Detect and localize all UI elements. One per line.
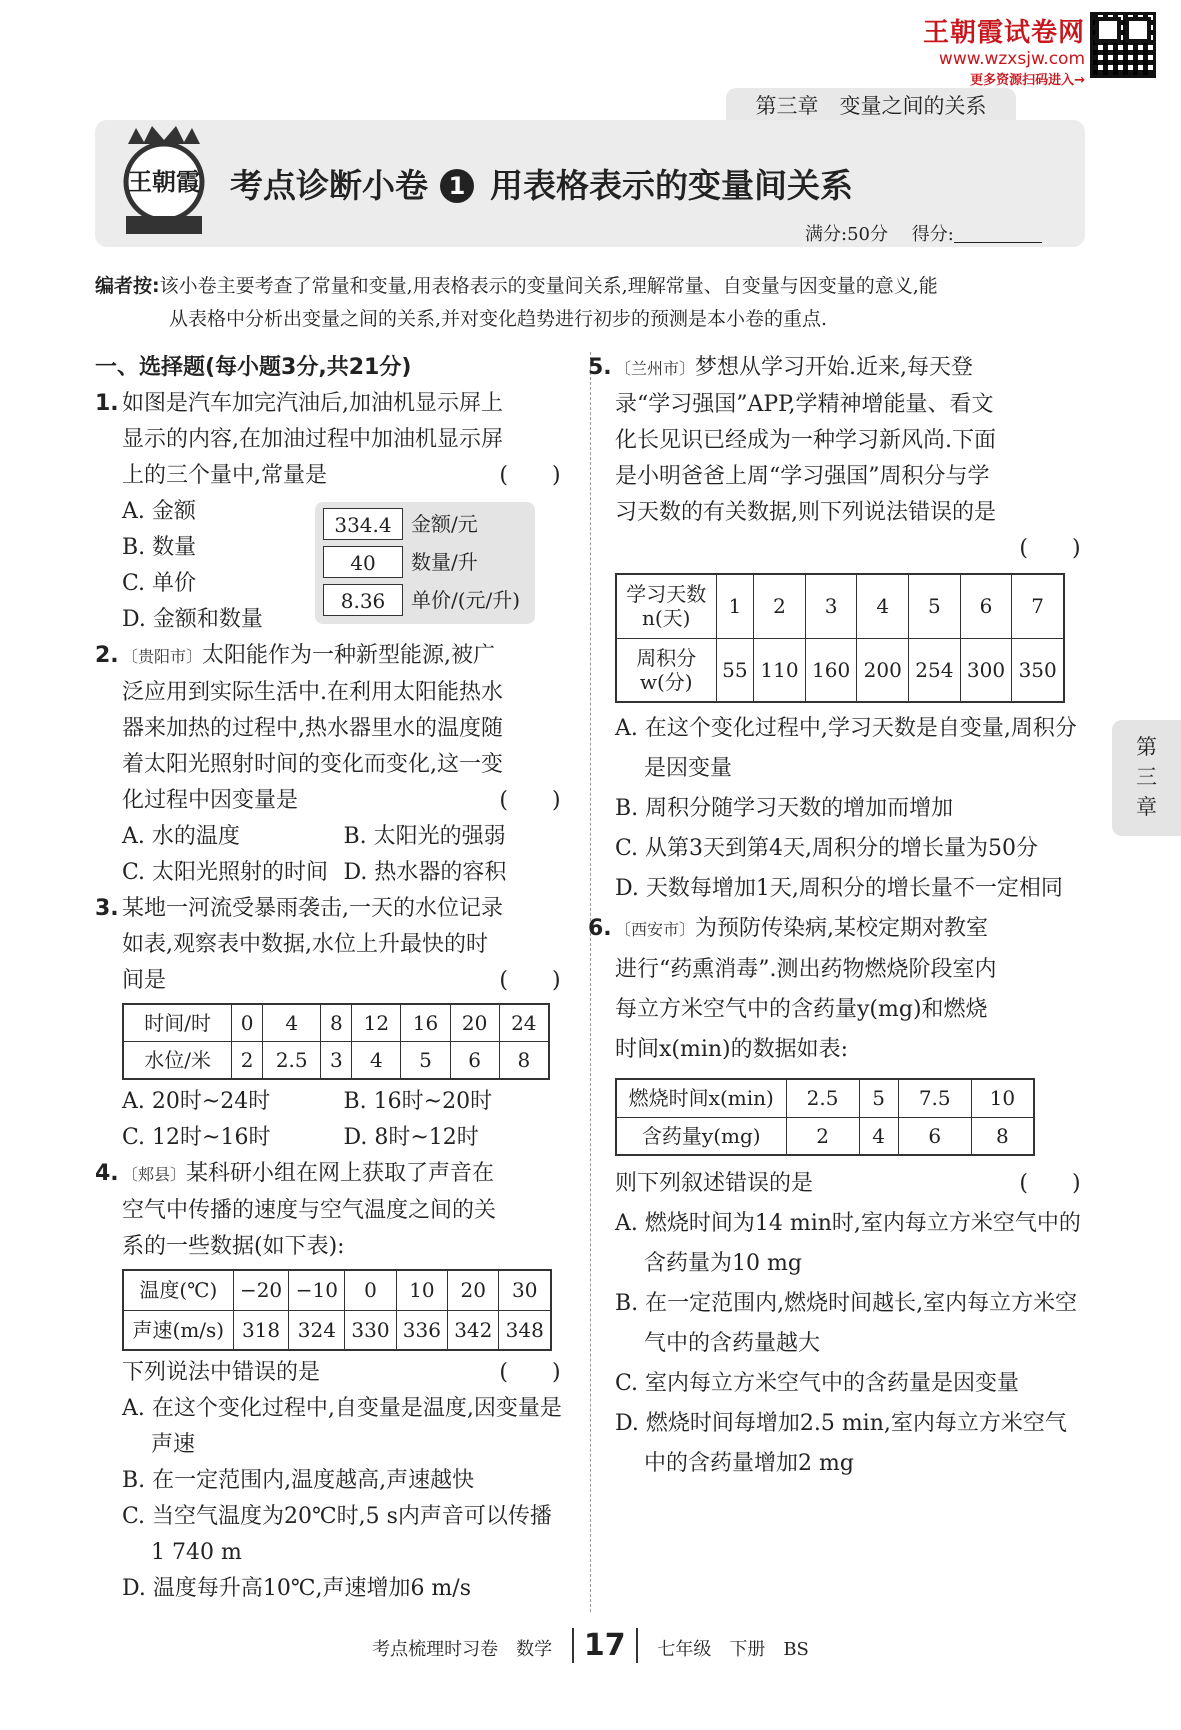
option[interactable]: A. 在这个变化过程中,自变量是温度,因变量是声速 bbox=[122, 1396, 562, 1457]
display-label: 金额/元 bbox=[411, 512, 478, 536]
question-number: 4. bbox=[95, 1161, 119, 1186]
question-6 bbox=[588, 909, 1085, 1070]
brand-tagline: 更多资源扫码进入→ bbox=[970, 73, 1085, 88]
question-text: 进行“药熏消毒”.测出药物燃烧阶段室内 bbox=[615, 957, 997, 982]
table-cell: 温度(℃) bbox=[123, 1270, 233, 1310]
answer-parens[interactable] bbox=[495, 783, 565, 819]
question-source: 〔兰州市〕 bbox=[615, 359, 696, 378]
option[interactable]: C. 室内每立方米空气中的含药量是因变量 bbox=[615, 1371, 1020, 1396]
question-text: 是小明爸爸上周“学习强国”周积分与学 bbox=[615, 464, 990, 489]
question-number: 1. bbox=[95, 391, 119, 416]
question-text: 显示的内容,在加油过程中加油机显示屏 bbox=[122, 427, 503, 452]
question-text: 每立方米空气中的含药量y(mg)和燃烧 bbox=[615, 997, 988, 1022]
editor-note-line1: 该小卷主要考查了常量和变量,用表格表示的变量间关系,理解常量、自变量与因变量的意义,能 bbox=[159, 275, 938, 297]
question-number: 2. bbox=[95, 643, 119, 668]
table-cell: 水位/米 bbox=[123, 1042, 232, 1080]
option[interactable]: C. 当空气温度为20℃时,5 s内声音可以传播1 740 m bbox=[122, 1504, 552, 1565]
question-2 bbox=[95, 638, 565, 819]
side-tab-char: 第 bbox=[1136, 735, 1157, 759]
question-text: 某地一河流受暴雨袭击,一天的水位记录 bbox=[122, 896, 503, 921]
question-text: 泛应用到实际生活中.在利用太阳能热水 bbox=[122, 680, 503, 705]
footer-right: 七年级 下册 BS bbox=[657, 1639, 809, 1660]
option[interactable]: D. 热水器的容积 bbox=[343, 860, 507, 885]
question-text: 化长见识已经成为一种学习新风尚.下面 bbox=[615, 428, 996, 453]
question-text: 〔郏县〕某科研小组在网上获取了声音在 bbox=[122, 1161, 495, 1186]
option[interactable]: A. 20时~24时 bbox=[122, 1089, 271, 1114]
answer-parens[interactable] bbox=[495, 963, 565, 999]
chapter-tab: 第三章 变量之间的关系 bbox=[726, 88, 1016, 124]
editor-note-label: 编者按: bbox=[95, 275, 160, 297]
question-number: 3. bbox=[95, 896, 119, 921]
display-label: 数量/升 bbox=[411, 550, 478, 574]
option[interactable]: C. 从第3天到第4天,周积分的增长量为50分 bbox=[615, 836, 1039, 861]
question-text: 如表,观察表中数据,水位上升最快的时 bbox=[122, 932, 488, 957]
question-text: 系的一些数据(如下表): bbox=[122, 1234, 345, 1259]
table-cell: 学习天数n(天) bbox=[616, 574, 716, 638]
brand-block bbox=[923, 12, 1085, 88]
question-stem: 下列说法中错误的是 ( ) bbox=[95, 1355, 565, 1391]
table-cell: 周积分w(分) bbox=[616, 638, 716, 702]
question-5 bbox=[588, 350, 1085, 567]
option[interactable]: C. 单价 bbox=[122, 571, 197, 596]
option[interactable]: B. 周积分随学习天数的增加而增加 bbox=[615, 796, 954, 821]
question-4 bbox=[95, 1156, 565, 1265]
option[interactable]: A. 燃烧时间为14 min时,室内每立方米空气中的含药量为10 mg bbox=[615, 1211, 1081, 1276]
side-chapter-tab bbox=[1112, 720, 1181, 836]
display-value: 334.4 bbox=[323, 508, 403, 540]
display-value: 8.36 bbox=[323, 584, 403, 616]
option[interactable]: A. 水的温度 bbox=[122, 824, 240, 849]
title-prefix: 考点诊断小卷 bbox=[230, 166, 428, 205]
question-text: 录“学习强国”APP,学精神增能量、看文 bbox=[615, 392, 994, 417]
study-points-table: 学习天数n(天) 1 2 3 4 5 6 7 周积分w(分) 55 110 160 200 254 300 350 bbox=[615, 573, 1065, 703]
sound-speed-table: 温度(℃) −20 −10 0 10 20 30 声速(m/s) 318 324 330 336 342 348 bbox=[122, 1269, 552, 1351]
table-cell: 声速(m/s) bbox=[123, 1310, 233, 1350]
option[interactable]: B. 太阳光的强弱 bbox=[343, 824, 506, 849]
question-text: 时间x(min)的数据如表: bbox=[615, 1037, 849, 1062]
question-text: 化过程中因变量是 ( ) bbox=[122, 783, 565, 819]
title-number-badge: 1 bbox=[440, 169, 474, 203]
question-source: 〔贵阳市〕 bbox=[122, 647, 203, 666]
logo-icon bbox=[118, 124, 210, 244]
drug-content-table: 燃烧时间x(min) 2.5 5 7.5 10 含药量y(mg) 2 4 6 8 bbox=[615, 1078, 1035, 1156]
option[interactable]: A. 金额 bbox=[122, 499, 196, 524]
question-3 bbox=[95, 891, 565, 999]
section-heading: 一、选择题(每小题3分,共21分) bbox=[95, 355, 412, 380]
page-title bbox=[230, 160, 853, 207]
question-text: 上的三个量中,常量是 ( ) bbox=[122, 458, 565, 494]
display-label: 单价/(元/升) bbox=[411, 588, 521, 612]
score-blank[interactable] bbox=[954, 225, 1042, 243]
question-text: 间是 ( ) bbox=[122, 963, 565, 999]
side-tab-char: 章 bbox=[1136, 795, 1157, 819]
side-tab-char: 三 bbox=[1136, 765, 1157, 789]
question-text: 〔兰州市〕梦想从学习开始.近来,每天登 bbox=[615, 355, 974, 380]
page-footer bbox=[0, 1628, 1181, 1663]
right-column bbox=[588, 350, 1085, 1484]
option[interactable]: D. 温度每升高10℃,声速增加6 m/s bbox=[122, 1576, 471, 1601]
question-number: 6. bbox=[588, 916, 612, 941]
question-1 bbox=[95, 386, 565, 494]
question-text: 〔西安市〕为预防传染病,某校定期对教室 bbox=[615, 916, 989, 941]
option[interactable]: D. 燃烧时间每增加2.5 min,室内每立方米空气中的含药量增加2 mg bbox=[615, 1411, 1067, 1476]
page-number: 17 bbox=[572, 1628, 638, 1663]
score-line bbox=[805, 220, 1042, 246]
question-text: 〔贵阳市〕太阳能作为一种新型能源,被广 bbox=[122, 643, 496, 668]
option[interactable]: A. 在这个变化过程中,学习天数是自变量,周积分是因变量 bbox=[615, 716, 1077, 781]
editor-note bbox=[95, 270, 1085, 336]
display-value: 40 bbox=[323, 546, 403, 578]
answer-parens[interactable] bbox=[1015, 1164, 1085, 1204]
editor-note-line2: 从表格中分析出变量之间的关系,并对变化趋势进行初步的预测是本小卷的重点. bbox=[169, 308, 828, 330]
option[interactable]: D. 天数每增加1天,周积分的增长量不一定相同 bbox=[615, 876, 1063, 901]
question-stem: 则下列叙述错误的是 ( ) bbox=[615, 1164, 1085, 1204]
option[interactable]: C. 12时~16时 bbox=[122, 1125, 271, 1150]
answer-parens[interactable] bbox=[495, 1355, 565, 1391]
question-text: 空气中传播的速度与空气温度之间的关 bbox=[122, 1198, 497, 1223]
answer-parens[interactable] bbox=[495, 458, 565, 494]
svg-text:王朝霞: 王朝霞 bbox=[128, 167, 200, 196]
brand-name: 王朝霞试卷网 bbox=[922, 18, 1085, 48]
option[interactable]: D. 金额和数量 bbox=[122, 607, 263, 632]
option[interactable]: B. 在一定范围内,燃烧时间越长,室内每立方米空气中的含药量越大 bbox=[615, 1291, 1078, 1356]
option[interactable]: B. 在一定范围内,温度越高,声速越快 bbox=[122, 1468, 475, 1493]
title-text: 用表格表示的变量间关系 bbox=[490, 166, 853, 205]
qr-code-icon[interactable] bbox=[1090, 12, 1156, 78]
option[interactable]: B. 16时~20时 bbox=[343, 1089, 493, 1114]
answer-parens[interactable] bbox=[1015, 531, 1085, 567]
question-text: 着太阳光照射时间的变化而变化,这一变 bbox=[122, 752, 503, 777]
question-text: 如图是汽车加完汽油后,加油机显示屏上 bbox=[122, 391, 503, 416]
footer-left: 考点梳理时习卷 数学 bbox=[372, 1639, 553, 1660]
question-text: 器来加热的过程中,热水器里水的温度随 bbox=[122, 716, 503, 741]
option[interactable]: B. 数量 bbox=[122, 535, 197, 560]
brand-url[interactable]: www.wzxsjw.com bbox=[938, 49, 1085, 69]
water-level-table: 时间/时 0 4 8 12 16 20 24 水位/米 2 2.5 3 4 5 6 8 bbox=[122, 1003, 550, 1080]
question-text: 习天数的有关数据,则下列说法错误的是 bbox=[615, 500, 996, 525]
question-source: 〔郏县〕 bbox=[122, 1165, 187, 1184]
table-cell: 含药量y(mg) bbox=[616, 1117, 786, 1155]
question-source: 〔西安市〕 bbox=[615, 920, 696, 939]
table-cell: 时间/时 bbox=[123, 1004, 232, 1042]
option[interactable]: C. 太阳光照射的时间 bbox=[122, 860, 329, 885]
full-score: 满分:50分 bbox=[805, 224, 888, 245]
score-label: 得分: bbox=[911, 224, 954, 245]
question-number: 5. bbox=[588, 355, 612, 380]
option[interactable]: D. 8时~12时 bbox=[343, 1125, 479, 1150]
table-cell: 燃烧时间x(min) bbox=[616, 1079, 786, 1117]
fuel-pump-display bbox=[315, 502, 535, 624]
